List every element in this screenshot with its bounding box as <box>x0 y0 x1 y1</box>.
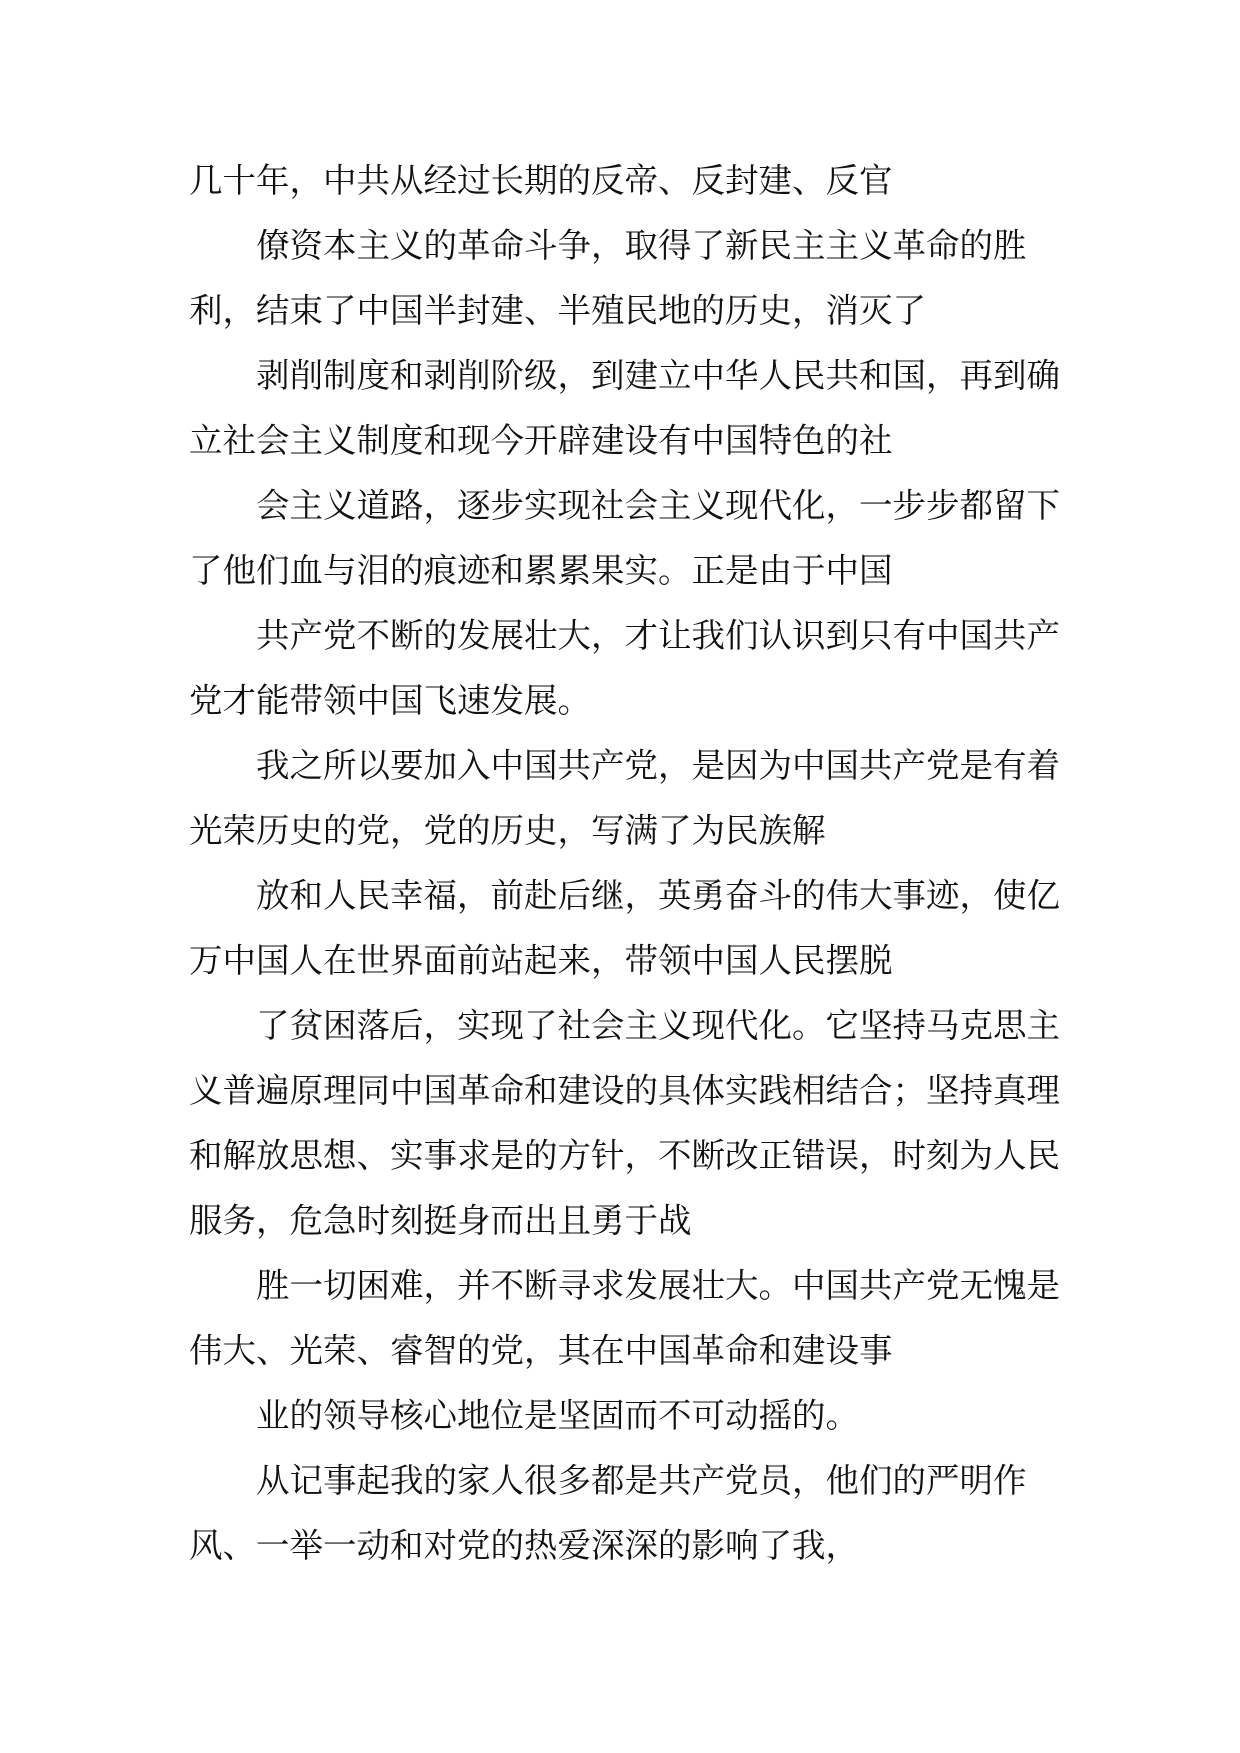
text-line: 几十年，中共从经过长期的反帝、反封建、反官 <box>189 161 893 200</box>
text-line: 风、一举一动和对党的热爱深深的影响了我， <box>189 1526 859 1565</box>
text-line: 义普遍原理同中国革命和建设的具体实践相结合；坚持真理 <box>189 1071 1060 1110</box>
text-line: 和解放思想、实事求是的方针，不断改正错误，时刻为人民 <box>189 1136 1060 1175</box>
text-line: 万中国人在世界面前站起来，带领中国人民摆脱 <box>189 941 893 980</box>
text-line: 业的领导核心地位是坚固而不可动摇的。 <box>256 1396 859 1435</box>
text-line: 立社会主义制度和现今开辟建设有中国特色的社 <box>189 421 893 460</box>
text-line: 了他们血与泪的痕迹和累累果实。正是由于中国 <box>189 551 893 590</box>
text-line: 利，结束了中国半封建、半殖民地的历史，消灭了 <box>189 291 926 330</box>
text-line: 放和人民幸福，前赴后继，英勇奋斗的伟大事迹，使亿 <box>256 876 1060 915</box>
text-line: 僚资本主义的革命斗争，取得了新民主主义革命的胜 <box>256 226 1027 265</box>
text-line: 会主义道路，逐步实现社会主义现代化，一步步都留下 <box>256 486 1060 525</box>
text-line: 光荣历史的党，党的历史，写满了为民族解 <box>189 811 826 850</box>
text-line: 党才能带领中国飞速发展。 <box>189 681 591 720</box>
text-line: 从记事起我的家人很多都是共产党员，他们的严明作 <box>256 1461 1027 1500</box>
text-line: 胜一切困难，并不断寻求发展壮大。中国共产党无愧是 <box>256 1266 1060 1305</box>
text-line: 伟大、光荣、睿智的党，其在中国革命和建设事 <box>189 1331 893 1370</box>
text-line: 共产党不断的发展壮大，才让我们认识到只有中国共产 <box>256 616 1060 655</box>
text-line: 了贫困落后，实现了社会主义现代化。它坚持马克思主 <box>256 1006 1060 1045</box>
text-line: 剥削制度和剥削阶级，到建立中华人民共和国，再到确 <box>256 356 1060 395</box>
text-line: 服务，危急时刻挺身而出且勇于战 <box>189 1201 692 1240</box>
text-line: 我之所以要加入中国共产党，是因为中国共产党是有着 <box>256 746 1060 785</box>
